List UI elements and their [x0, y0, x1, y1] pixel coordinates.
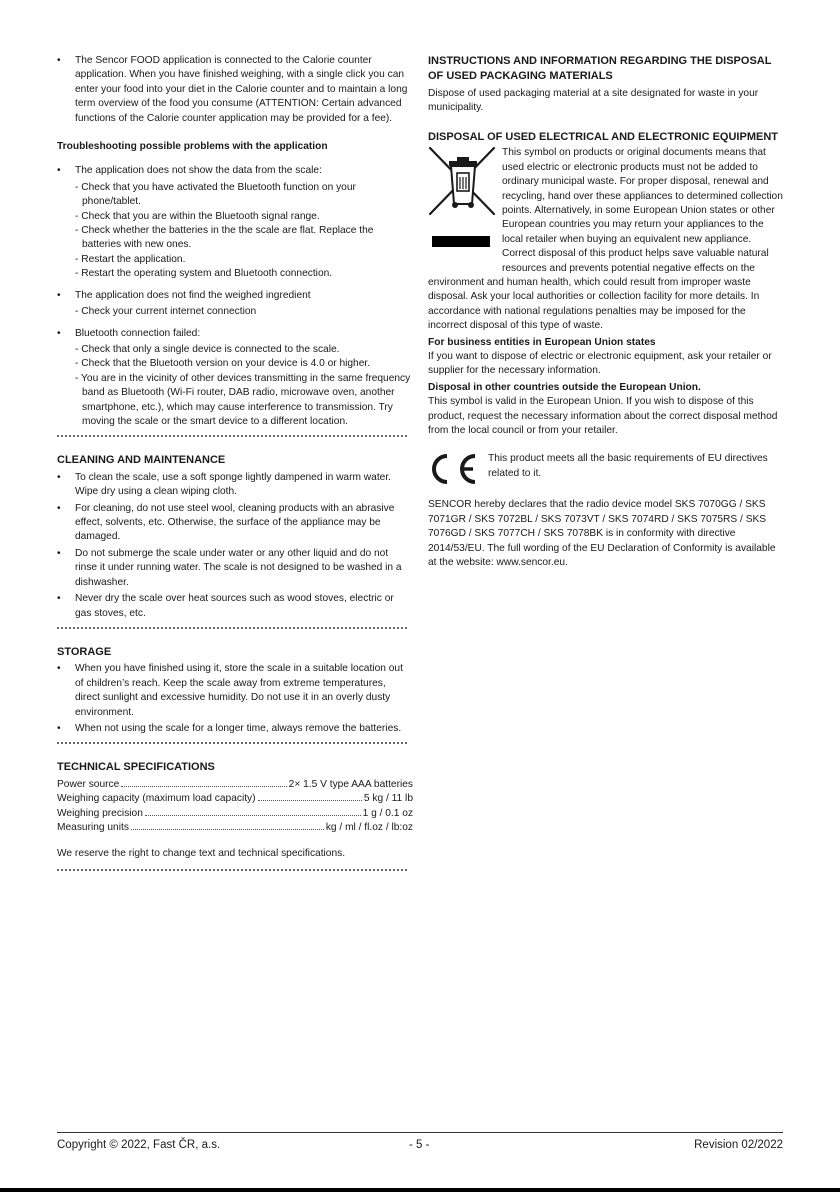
list-item: - Check that you have activated the Bluetooth function on your phone/tablet.	[75, 181, 356, 208]
spec-row	[57, 821, 413, 835]
list-item	[57, 289, 413, 303]
spec-row	[57, 792, 413, 806]
list-item: - Check that you are within the Bluetooth signal range.	[75, 210, 320, 222]
business-heading: For business entities in European Union states	[428, 336, 656, 348]
crossed-out-wheelie-bin-icon	[428, 146, 498, 264]
divider	[57, 742, 407, 744]
list-item-text: • Bluetooth connection failed:	[75, 327, 201, 339]
other-countries-heading: Disposal in other countries outside the European Union.	[428, 381, 701, 393]
list-item: • Never dry the scale over heat sources such as wood stoves, electric or gas stoves, etc.	[57, 592, 413, 621]
spec-value: 2× 1.5 V type AAA batteries	[288, 778, 413, 790]
right-column	[428, 54, 783, 570]
list-item: - Check your current internet connection	[75, 306, 257, 318]
packaging-heading: INSTRUCTIONS AND INFORMATION REGARDING THE DISPOSAL OF USED PACKAGING MATERIALS	[428, 55, 772, 82]
spec-row	[57, 778, 413, 792]
ce-block	[428, 452, 783, 486]
specs-table	[57, 778, 413, 836]
ce-mark-icon	[428, 452, 486, 486]
list-item: • For cleaning, do not use steel wool, cleaning products with an abrasive effect, solvents, etc. Otherwise, the surface of the appliance may be damaged.	[57, 502, 413, 545]
spec-label: Weighing precision	[57, 807, 143, 819]
cleaning-heading: CLEANING AND MAINTENANCE	[57, 454, 226, 467]
spec-value: 5 kg / 11 lb	[363, 793, 413, 805]
dot-leader	[131, 829, 324, 830]
list-item: - Restart the application.	[75, 253, 186, 265]
page-bottom-border	[0, 1188, 840, 1192]
list-item-text: • The application does not find the weighed ingredient	[75, 289, 311, 301]
dot-leader	[121, 786, 286, 787]
dot-leader	[145, 815, 361, 816]
specs-heading: TECHNICAL SPECIFICATIONS	[57, 761, 215, 774]
specs-note: We reserve the right to change text and technical specifications.	[57, 847, 346, 859]
list-item: - Check that only a single device is connected to the scale.	[75, 343, 340, 355]
spec-value: 1 g / 0.1 oz	[362, 807, 413, 819]
business-text: If you want to dispose of electric or electronic equipment, ask your retailer or supplier for the necessary information.	[428, 351, 772, 377]
sublist	[69, 343, 413, 429]
list-item-text: • The application does not show the data from the scale:	[75, 165, 322, 177]
weee-text: This symbol on products or original documents means that used electric or electronic products must not be added to ordinary municipal waste. For proper disposal, renewal and recycling, hand over these appliances to determined collection points. Alternatively, in some European Union states or other European countries you may return your appliances to the local retailer when buying an equivalent new appliance. Correct disposal of this product helps save valuable natural resources and prevents potential negative effects on the environment and human health, which could result from improper waste disposal. Ask your local authorities or collection facility for more details. In accordance with national regulations penalties may be imposed for the incorrect disposal of this type of waste.	[428, 147, 783, 332]
spec-label: Weighing capacity (maximum load capacity)	[57, 793, 256, 805]
spec-label: Power source	[57, 778, 120, 790]
troubleshooting-list-3	[57, 327, 413, 341]
list-item	[57, 164, 413, 178]
list-item: - You are in the vicinity of other devices transmitting in the same frequency band as Bluetooth (Wi-Fi router, DAB radio, microwave oven, another smartphone, etc.), which may cause interference to transmission. Try moving the scale or the smart device to a different location.	[75, 372, 411, 427]
footer-page-number: - 5 -	[409, 1139, 430, 1151]
list-item: • When not using the scale for a longer time, always remove the batteries.	[57, 722, 413, 736]
ce-text: This product meets all the basic requirements of EU directives related to it.	[488, 453, 768, 479]
weee-block	[428, 146, 783, 333]
list-item: - Check whether the batteries in the the scale are flat. Replace the batteries with new ones.	[75, 225, 374, 251]
sublist	[69, 181, 413, 282]
cleaning-list	[57, 471, 413, 621]
divider	[57, 435, 407, 437]
spec-label: Measuring units	[57, 822, 129, 834]
footer-divider	[57, 1132, 783, 1133]
footer-copyright: Copyright © 2022, Fast ČR, a.s.	[57, 1139, 221, 1151]
list-item: - Restart the operating system and Bluetooth connection.	[75, 268, 333, 280]
list-item: • The Sencor FOOD application is connected to the Calorie counter application. When you have finished weighing, with a single click you can enter your food into your diet in the Calorie counter and to maintain a long term overview of the food you consume (ATTENTION: Certain advanced functions of the Calorie counter application may be provided for a fee).	[57, 54, 413, 126]
left-column	[57, 54, 413, 871]
spec-value: kg / ml / fl.oz / lb:oz	[325, 822, 413, 834]
spec-row	[57, 807, 413, 821]
list-item	[57, 327, 413, 341]
ce-declaration: SENCOR hereby declares that the radio device model SKS 7070GG / SKS 7071GR / SKS 7072BL / SKS 7073VT / SKS 7074RD / SKS 7075RS / SKS 7076GD / SKS 7077CH / SKS 7078BK is in conformity with directive 2014/53/EU. The full wording of the EU Declaration of Conformity is available at the website: www.sencor.eu.	[428, 499, 776, 569]
weee-heading: DISPOSAL OF USED ELECTRICAL AND ELECTRONIC EQUIPMENT	[428, 130, 778, 143]
troubleshooting-list	[57, 164, 413, 178]
footer-revision: Revision 02/2022	[694, 1139, 783, 1151]
dot-leader	[258, 800, 362, 801]
divider	[57, 627, 407, 629]
list-item: • Do not submerge the scale under water or any other liquid and do not rinse it under running water. The scale is not designed to be washed in a dishwasher.	[57, 547, 413, 590]
troubleshooting-list-2	[57, 289, 413, 303]
packaging-text: Dispose of used packaging material at a site designated for waste in your municipality.	[428, 88, 759, 114]
sublist	[69, 305, 413, 319]
storage-list	[57, 662, 413, 736]
list-item: - Check that the Bluetooth version on your device is 4.0 or higher.	[75, 358, 371, 370]
troubleshooting-heading: Troubleshooting possible problems with the application	[57, 141, 328, 153]
storage-heading: STORAGE	[57, 645, 112, 658]
divider	[57, 869, 407, 871]
other-countries-text: This symbol is valid in the European Union. If you wish to dispose of this product, request the necessary information about the correct disposal method from the local council or from your retailer.	[428, 396, 778, 437]
list-item: • To clean the scale, use a soft sponge lightly dampened in warm water. Wipe dry using a clean wiping cloth.	[57, 471, 413, 500]
intro-list	[57, 54, 413, 126]
list-item: • When you have finished using it, store the scale in a suitable location out of children’s reach. Keep the scale away from extreme temperatures, direct sunlight and excessive humidity. Do not use it in an overly dusty environment.	[57, 662, 413, 720]
